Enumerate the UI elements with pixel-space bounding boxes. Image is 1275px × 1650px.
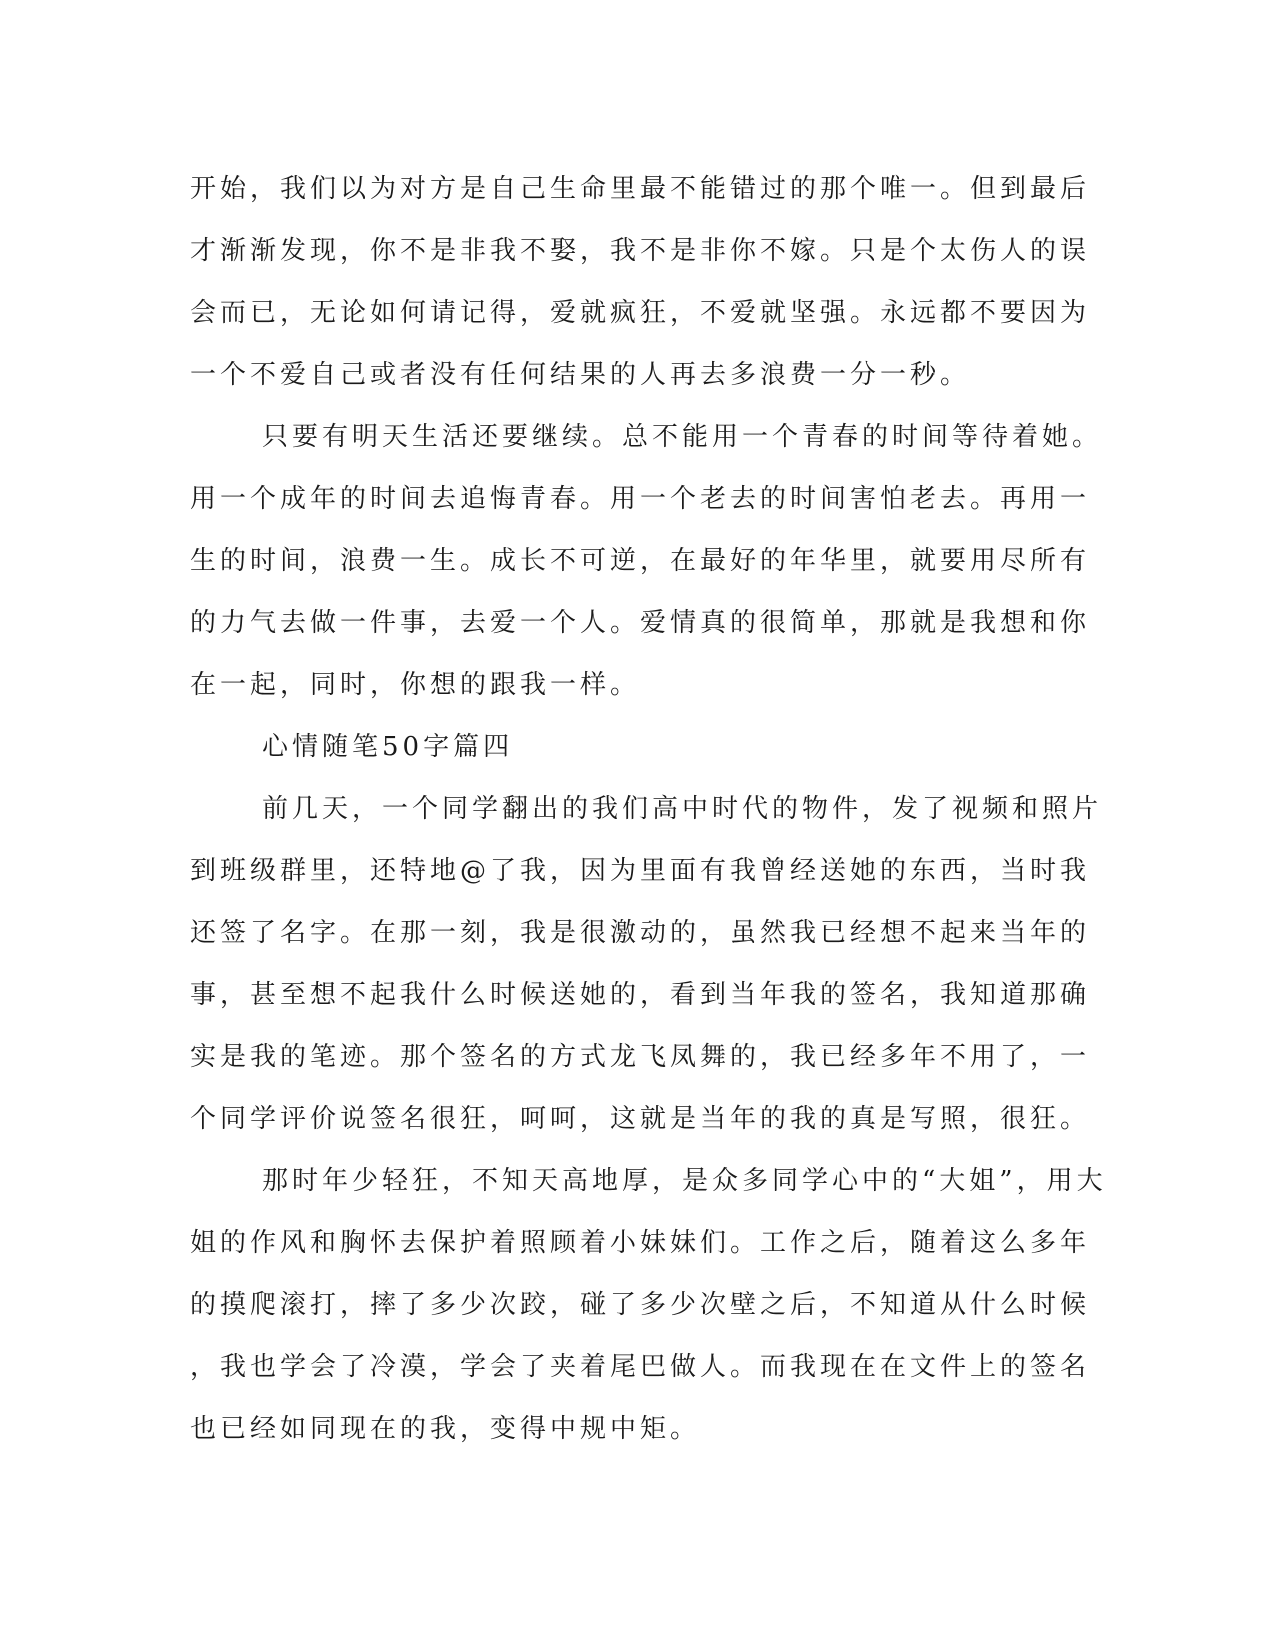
document-body xyxy=(190,158,1107,1460)
text-line: 在一起，同时，你想的跟我一样。 xyxy=(190,670,641,700)
text-line: 的力气去做一件事，去爱一个人。爱情真的很简单，那就是我想和你 xyxy=(190,608,1091,638)
text-line: 的摸爬滚打，摔了多少次跤，碰了多少次壁之后，不知道从什么时候 xyxy=(190,1290,1091,1320)
heading-text: 心情随笔50字篇四 xyxy=(262,732,514,762)
text-line: 一个不爱自己或者没有任何结果的人再去多浪费一分一秒。 xyxy=(190,360,971,390)
text-line: 到班级群里，还特地@了我，因为里面有我曾经送她的东西，当时我 xyxy=(190,856,1091,886)
text-line: 实是我的笔迹。那个签名的方式龙飞凤舞的，我已经多年不用了，一 xyxy=(190,1042,1091,1072)
text-line: ，我也学会了冷漠，学会了夹着尾巴做人。而我现在在文件上的签名 xyxy=(190,1352,1091,1382)
text-line: 事，甚至想不起我什么时候送她的，看到当年我的签名，我知道那确 xyxy=(190,980,1091,1010)
section-heading xyxy=(190,716,1090,778)
text-line: 生的时间，浪费一生。成长不可逆，在最好的年华里，就要用尽所有 xyxy=(190,546,1091,576)
text-line: 个同学评价说签名很狂，呵呵，这就是当年的我的真是写照，很狂。 xyxy=(190,1104,1091,1134)
text-line: 还签了名字。在那一刻，我是很激动的，虽然我已经想不起来当年的 xyxy=(190,918,1091,948)
text-line: 也已经如同现在的我，变得中规中矩。 xyxy=(190,1414,701,1444)
paragraph-4 xyxy=(190,1150,1107,1460)
text-line: 会而已，无论如何请记得，爱就疯狂，不爱就坚强。永远都不要因为 xyxy=(190,298,1091,328)
text-line: 用一个成年的时间去追悔青春。用一个老去的时间害怕老去。再用一 xyxy=(190,484,1091,514)
text-line: 前几天，一个同学翻出的我们高中时代的物件，发了视频和照片 xyxy=(262,794,1103,824)
text-line: 那时年少轻狂，不知天高地厚，是众多同学心中的“大姐”，用大 xyxy=(262,1166,1107,1196)
paragraph-1 xyxy=(190,158,1090,406)
paragraph-3 xyxy=(190,778,1103,1150)
text-line: 才渐渐发现，你不是非我不娶，我不是非你不嫁。只是个太伤人的误 xyxy=(190,236,1091,266)
paragraph-2 xyxy=(190,406,1103,716)
text-line: 只要有明天生活还要继续。总不能用一个青春的时间等待着她。 xyxy=(262,422,1103,452)
text-line: 姐的作风和胸怀去保护着照顾着小妹妹们。工作之后，随着这么多年 xyxy=(190,1228,1091,1258)
text-line: 开始，我们以为对方是自己生命里最不能错过的那个唯一。但到最后 xyxy=(190,174,1091,204)
